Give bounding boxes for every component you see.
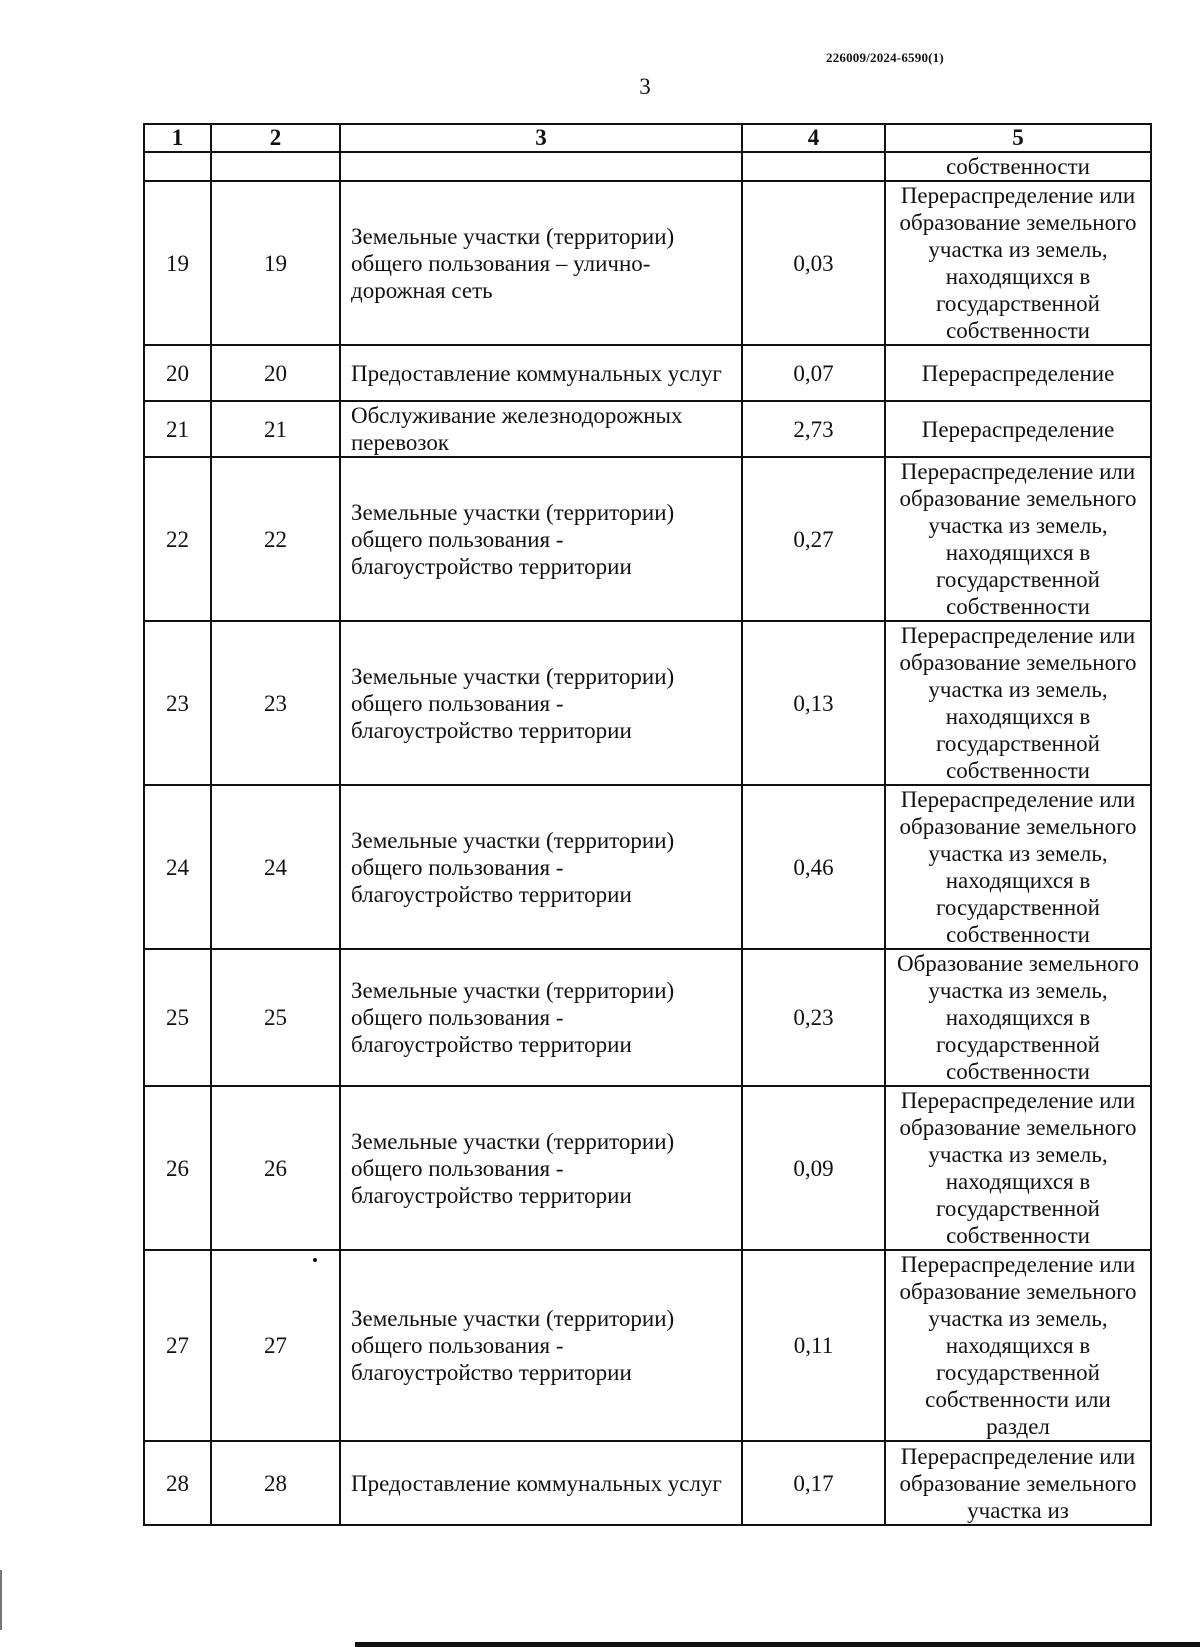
cell-number: 27 xyxy=(144,1250,211,1441)
cell-note: Перераспределение или образование земельного участка из земель, находящихся в государственной собственности или раздел xyxy=(885,1250,1151,1441)
cell-area: 0,07 xyxy=(742,345,885,401)
cell-description: Земельные участки (территории) общего пользования - благоустройство территории xyxy=(340,457,742,621)
cell-description: Земельные участки (территории) общего пользования - благоустройство территории xyxy=(340,1086,742,1250)
cell-description: Земельные участки (территории) общего пользования - благоустройство территории xyxy=(340,621,742,785)
cell-number: 21 xyxy=(211,401,340,457)
cell-description: Обслуживание железнодорожных перевозок xyxy=(340,401,742,457)
cell-number: 25 xyxy=(211,949,340,1086)
table-row xyxy=(144,949,1151,1086)
cell-number xyxy=(211,152,340,181)
cell-number: 25 xyxy=(144,949,211,1086)
table-row xyxy=(144,1441,1151,1525)
cell-number: 24 xyxy=(144,785,211,949)
cell-number: 23 xyxy=(144,621,211,785)
cell-number: 19 xyxy=(144,181,211,345)
header-col-1: 1 xyxy=(144,124,211,152)
header-col-5: 5 xyxy=(885,124,1151,152)
cell-number: 21 xyxy=(144,401,211,457)
cell-description: Земельные участки (территории) общего пользования - благоустройство территории xyxy=(340,949,742,1086)
table-row xyxy=(144,457,1151,621)
scan-bottom-edge xyxy=(355,1642,1200,1647)
cell-note: Перераспределение или образование земельного участка из земель, находящихся в государственной собственности xyxy=(885,621,1151,785)
table-row xyxy=(144,785,1151,949)
cell-note: Перераспределение или образование земельного участка из земель, находящихся в государственной собственности xyxy=(885,181,1151,345)
cell-number: 23 xyxy=(211,621,340,785)
cell-number: 22 xyxy=(144,457,211,621)
cell-number: 22 xyxy=(211,457,340,621)
cell-area: 0,03 xyxy=(742,181,885,345)
cell-note: Образование земельного участка из земель, находящихся в государственной собственности xyxy=(885,949,1151,1086)
cell-area: 0,13 xyxy=(742,621,885,785)
cell-description: Предоставление коммунальных услуг xyxy=(340,345,742,401)
cell-note: Перераспределение или образование земельного участка из земель, находящихся в государственной собственности xyxy=(885,1086,1151,1250)
cell-description: Земельные участки (территории) общего пользования – улично-дорожная сеть xyxy=(340,181,742,345)
table-row xyxy=(144,181,1151,345)
cell-note: Перераспределение или образование земельного участка из земель, находящихся в государственной собственности xyxy=(885,457,1151,621)
cell-description: Предоставление коммунальных услуг xyxy=(340,1441,742,1525)
table-row xyxy=(144,152,1151,181)
cell-description: Земельные участки (территории) общего пользования - благоустройство территории xyxy=(340,1250,742,1441)
cell-note: Перераспределение или образование земельного участка из xyxy=(885,1441,1151,1525)
cell-area: 0,11 xyxy=(742,1250,885,1441)
cell-number: 20 xyxy=(144,345,211,401)
cell-area: 0,46 xyxy=(742,785,885,949)
cell-number: 27 xyxy=(211,1250,340,1441)
cell-number: 28 xyxy=(144,1441,211,1525)
cell-number: 24 xyxy=(211,785,340,949)
cell-number: 19 xyxy=(211,181,340,345)
header-row xyxy=(144,124,1151,152)
registration-number: 226009/2024-6590(1) xyxy=(826,50,944,65)
cell-note: собственности xyxy=(885,152,1151,181)
table-row xyxy=(144,345,1151,401)
cell-note: Перераспределение или образование земельного участка из земель, находящихся в государственной собственности xyxy=(885,785,1151,949)
land-parcels-table xyxy=(143,123,1152,1526)
header-col-3: 3 xyxy=(340,124,742,152)
cell-area: 0,09 xyxy=(742,1086,885,1250)
cell-number: 26 xyxy=(211,1086,340,1250)
cell-area: 0,23 xyxy=(742,949,885,1086)
cell-area: 0,17 xyxy=(742,1441,885,1525)
cell-number xyxy=(144,152,211,181)
cell-number: 28 xyxy=(211,1441,340,1525)
page-number: 3 xyxy=(639,74,651,99)
header-col-2: 2 xyxy=(211,124,340,152)
cell-area: 2,73 xyxy=(742,401,885,457)
cell-description: Земельные участки (территории) общего пользования - благоустройство территории xyxy=(340,785,742,949)
table-row xyxy=(144,1086,1151,1250)
cell-area xyxy=(742,152,885,181)
scan-edge-mark xyxy=(0,1570,2,1630)
cell-number: 26 xyxy=(144,1086,211,1250)
table-row xyxy=(144,1250,1151,1441)
cell-note: Перераспределение xyxy=(885,401,1151,457)
cell-note: Перераспределение xyxy=(885,345,1151,401)
table-row xyxy=(144,401,1151,457)
cell-area: 0,27 xyxy=(742,457,885,621)
cell-number: 20 xyxy=(211,345,340,401)
header-col-4: 4 xyxy=(742,124,885,152)
table-row xyxy=(144,621,1151,785)
scan-speck xyxy=(313,1258,317,1262)
cell-description xyxy=(340,152,742,181)
